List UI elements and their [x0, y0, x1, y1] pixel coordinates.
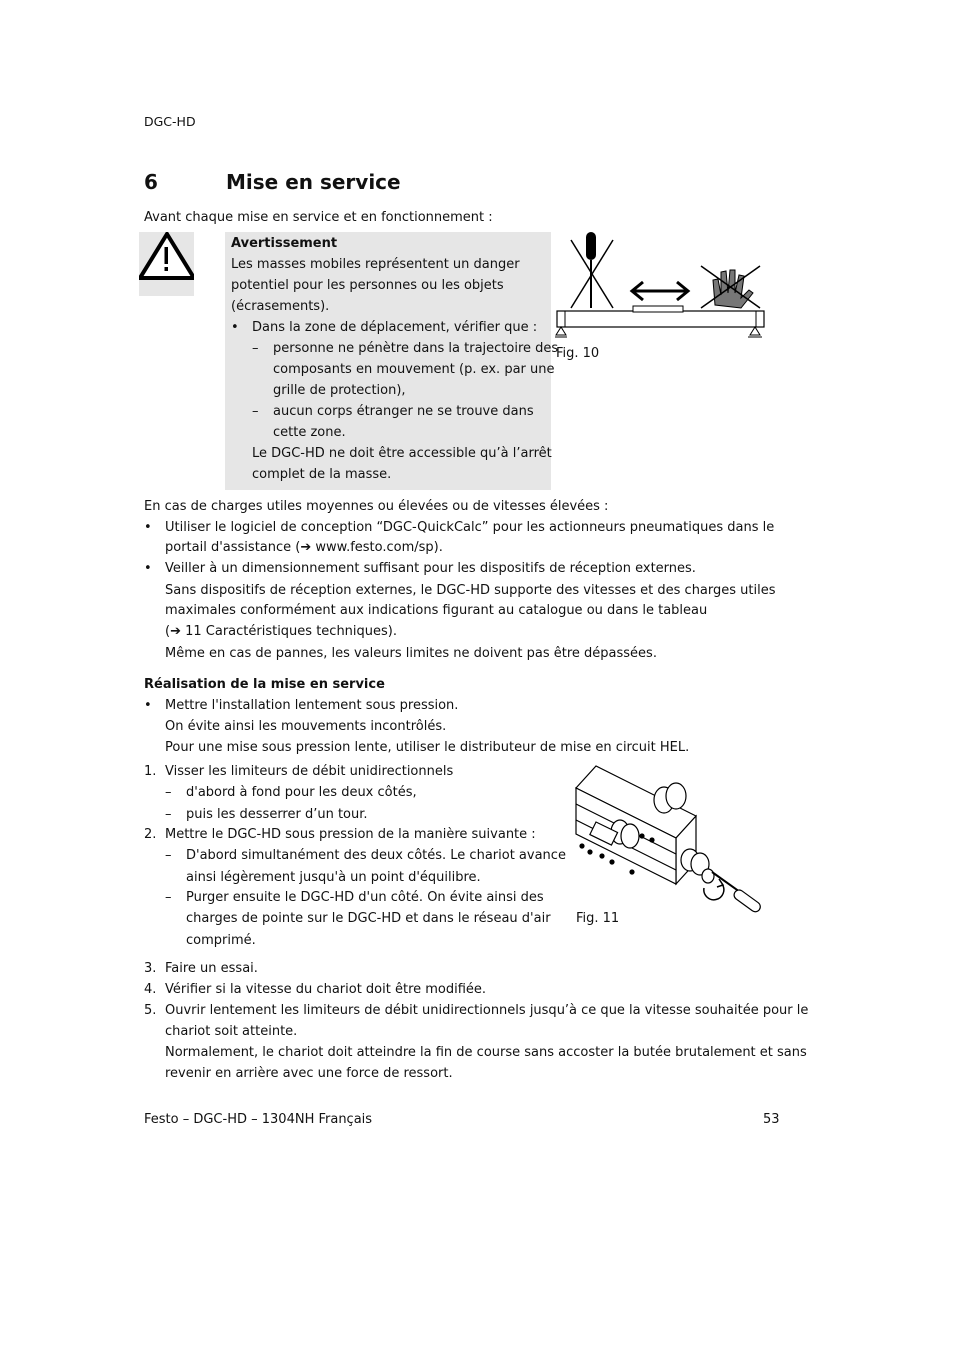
loads-bullet-line: Utiliser le logiciel de conception “DGC-QuickCalc” pour les actionneurs pneumatiques dans le	[165, 520, 775, 535]
step-number: 2.	[144, 827, 157, 842]
dash-mark: –	[165, 785, 172, 800]
screwdriver-icon	[571, 232, 613, 308]
warning-line: Les masses mobiles représentent un danger	[231, 257, 520, 272]
warning-title: Avertissement	[231, 236, 338, 251]
warning-bullet-text: Dans la zone de déplacement, vérifier que :	[252, 320, 538, 335]
section-number: 6	[144, 170, 158, 194]
footer-left: Festo – DGC-HD – 1304NH Français	[144, 1112, 373, 1127]
subheading: Réalisation de la mise en service	[144, 677, 385, 692]
step-text: Vérifier si la vitesse du chariot doit être modifiée.	[165, 982, 487, 997]
step-dash-text: D'abord simultanément des deux côtés. Le chariot avance	[186, 848, 566, 863]
step-dash-text: Purger ensuite le DGC-HD d'un côté. On évite ainsi des	[186, 890, 544, 905]
step-text: Faire un essai.	[165, 961, 258, 976]
drive-drawing	[576, 766, 714, 884]
warning-note-line: Le DGC-HD ne doit être accessible qu’à l’arrêt	[252, 446, 552, 461]
dash-mark: –	[165, 890, 172, 905]
warning-dash-line: composants en mouvement (p. ex. par une	[273, 362, 555, 377]
loads-bullet-line: portail d'assistance (➔ www.festo.com/sp).	[165, 540, 443, 555]
realisation-line: Pour une mise sous pression lente, utiliser le distributeur de mise en circuit HEL.	[165, 740, 690, 755]
bullet-mark: •	[144, 520, 152, 535]
step-number: 4.	[144, 982, 157, 997]
realisation-line: Mettre l'installation lentement sous pression.	[165, 698, 459, 713]
loads-bullet-line: (➔ 11 Caractéristiques techniques).	[165, 624, 398, 639]
warning-line: potentiel pour les personnes ou les objets	[231, 278, 504, 293]
step-dash-text: ainsi légèrement jusqu'à un point d'équilibre.	[186, 870, 481, 885]
step-number: 1.	[144, 764, 157, 779]
double-arrow-icon	[632, 282, 688, 300]
step-text: Visser les limiteurs de débit unidirectionnels	[165, 764, 454, 779]
step-number: 3.	[144, 961, 157, 976]
hand-icon	[701, 266, 760, 308]
dash-mark: –	[165, 807, 172, 822]
step-text: chariot soit atteinte.	[165, 1024, 298, 1039]
loads-bullet-line: Veiller à un dimensionnement suffisant pour les dispositifs de réception externes.	[165, 561, 696, 576]
step-text: revenir en arrière avec une force de ressort.	[165, 1066, 453, 1081]
warning-icon-box	[139, 232, 194, 296]
bullet-mark: •	[144, 698, 152, 713]
loads-bullet-line: Sans dispositifs de réception externes, le DGC-HD supporte des vitesses et des charges utiles	[165, 583, 776, 598]
warning-dash-line: grille de protection),	[273, 383, 406, 398]
warning-triangle-icon	[139, 232, 194, 296]
step-text: Mettre le DGC-HD sous pression de la manière suivante :	[165, 827, 536, 842]
warning-dash-line: cette zone.	[273, 425, 346, 440]
dash-mark: –	[165, 848, 172, 863]
step-dash-text: d'abord à fond pour les deux côtés,	[186, 785, 417, 800]
page-number: 53	[763, 1112, 780, 1127]
loads-bullet-line: Même en cas de pannes, les valeurs limites ne doivent pas être dépassées.	[165, 646, 657, 661]
fig10-illustration	[555, 230, 770, 345]
intro-text: Avant chaque mise en service et en fonctionnement :	[144, 210, 493, 225]
step-dash-text: comprimé.	[186, 933, 256, 948]
rail-drawing	[555, 306, 764, 337]
loads-bullet-line: maximales conformément aux indications figurant au catalogue ou dans le tableau	[165, 603, 708, 618]
step-dash-text: puis les desserrer d’un tour.	[186, 807, 368, 822]
running-header: DGC-HD	[144, 114, 196, 129]
realisation-line: On évite ainsi les mouvements incontrôlés.	[165, 719, 447, 734]
fig11-caption: Fig. 11	[576, 911, 620, 926]
fig10-caption: Fig. 10	[556, 346, 600, 361]
warning-dash-line: personne ne pénètre dans la trajectoire des	[273, 341, 559, 356]
section-title: Mise en service	[226, 170, 401, 194]
fig11-illustration	[572, 764, 768, 916]
warning-dash-line: aucun corps étranger ne se trouve dans	[273, 404, 534, 419]
warning-note-line: complet de la masse.	[252, 467, 392, 482]
step-dash-text: charges de pointe sur le DGC-HD et dans le réseau d'air	[186, 911, 551, 926]
loads-intro: En cas de charges utiles moyennes ou élevées ou de vitesses élevées :	[144, 499, 609, 514]
step-number: 5.	[144, 1003, 157, 1018]
step-text: Ouvrir lentement les limiteurs de débit unidirectionnels jusqu’à ce que la vitesse souhaitée pour le	[165, 1003, 809, 1018]
step-text: Normalement, le chariot doit atteindre la fin de course sans accoster la butée brutalement et sans	[165, 1045, 807, 1060]
bullet-mark: •	[144, 561, 152, 576]
dash-mark: –	[252, 404, 259, 419]
dash-mark: –	[252, 341, 259, 356]
warning-line: (écrasements).	[231, 299, 330, 314]
bullet-mark: •	[231, 320, 239, 335]
